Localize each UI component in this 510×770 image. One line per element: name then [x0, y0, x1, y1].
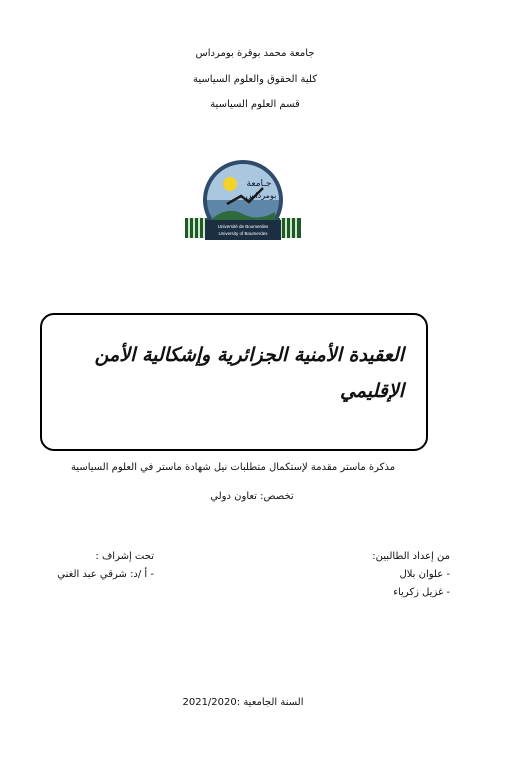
supervisor-name: - أ /د: شرقي عبد الغني	[57, 569, 154, 580]
student-name-1: - علوان بلال	[399, 569, 450, 580]
supervisor-block	[57, 548, 154, 584]
logo-english-text: University of Boumerdes	[218, 231, 268, 236]
logo-french-text: Université de Boumerdes	[217, 224, 269, 229]
university-name: جامعة محمد بوقرة بومرداس	[195, 48, 315, 59]
student-name-2: - غزيل زكرياء	[393, 587, 450, 598]
students-block	[372, 548, 450, 602]
academic-year: السنة الجامعية :2021/2020	[182, 697, 304, 708]
thesis-title: العقيدة الأمنية الجزائرية وإشكالية الأمن الإقليمي	[94, 344, 404, 402]
specialization: تخصص: تعاون دولي	[210, 491, 294, 502]
title-box	[40, 313, 428, 451]
faculty-name: كلية الحقوق والعلوم السياسية	[193, 74, 317, 85]
logo-arabic-line2: بومرداس	[245, 191, 277, 200]
department-name: قسم العلوم السياسية	[210, 99, 300, 110]
supervisor-label: تحت إشراف :	[95, 551, 154, 562]
students-label: من إعداد الطالبين:	[372, 551, 450, 562]
memo-description: مذكرة ماستر مقدمة لإستكمال متطلبات نيل شهادة ماستر في العلوم السياسية	[70, 462, 396, 473]
university-logo	[183, 158, 303, 246]
logo-arabic-line1: جـامعة	[246, 179, 272, 189]
